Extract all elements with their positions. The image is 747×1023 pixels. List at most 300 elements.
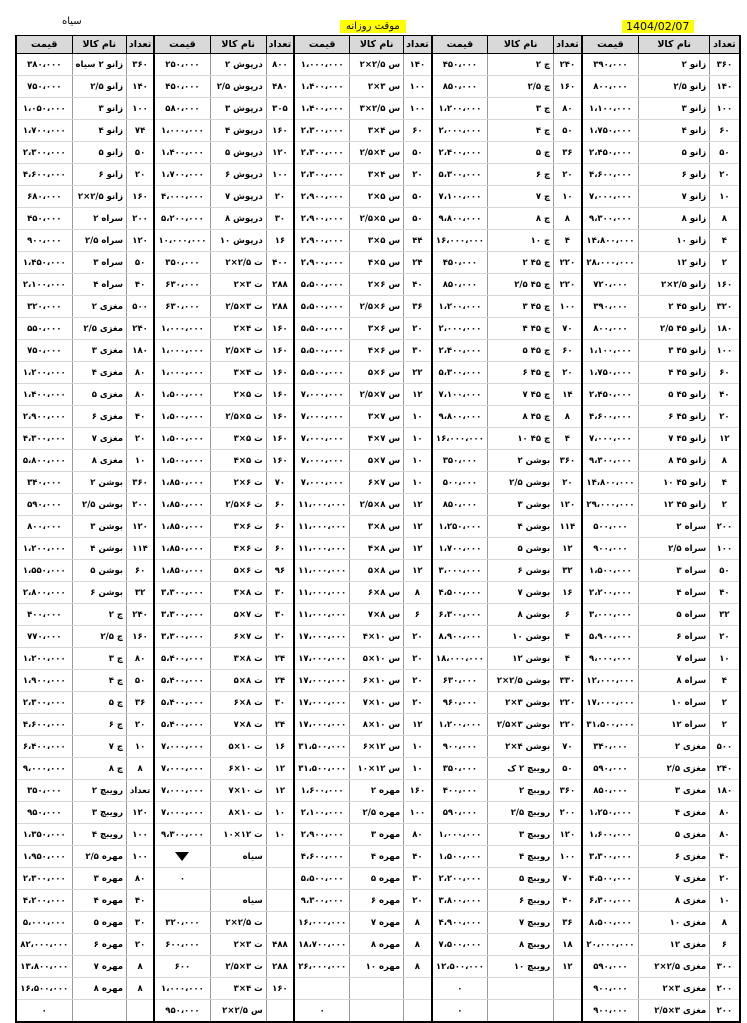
- cell-name: بوشن ۳×۲: [488, 692, 554, 714]
- cell-count: ۱۰۰: [127, 98, 155, 120]
- cell-name: درپوش ۲/۵: [210, 76, 266, 98]
- cell-name: بوشن ۵: [72, 560, 127, 582]
- cell-name: رویبچ ۷: [488, 912, 554, 934]
- cell-count: ۷۰: [554, 736, 582, 758]
- cell-name: رویبچ ۲: [72, 780, 127, 802]
- cell-price: ۹۰۰،۰۰۰: [432, 736, 488, 758]
- cell-count: ۲۴۰: [127, 604, 155, 626]
- cell-price: ۲۹،۰۰۰،۰۰۰: [582, 494, 639, 516]
- cell-name: س ۷×۴: [350, 428, 404, 450]
- cell-name: س ۸×۳: [350, 516, 404, 538]
- cell-count: ۱۲: [266, 780, 294, 802]
- table-row: [16, 648, 740, 670]
- cell-count: ۶: [710, 934, 740, 956]
- table-row: [16, 274, 740, 296]
- cell-count: ۱۶۰: [404, 780, 432, 802]
- cell-name: بوشن ۲/۵: [488, 472, 554, 494]
- cell-count: ۲۰: [554, 362, 582, 384]
- cell-count: ۱۰: [710, 890, 740, 912]
- header-row: [16, 36, 740, 54]
- cell-count: ۴۰: [127, 274, 155, 296]
- cell-count: ۱۰: [404, 450, 432, 472]
- cell-price: ۴،۲۰۰،۰۰۰: [16, 890, 72, 912]
- cell-price: ۱۱،۰۰۰،۰۰۰: [294, 516, 349, 538]
- cell-name: رویبچ ۵: [488, 868, 554, 890]
- cell-count: ۸: [404, 934, 432, 956]
- cell-price: ۲،۴۰۰،۰۰۰: [432, 142, 488, 164]
- cell-price: ۱،۷۵۰،۰۰۰: [582, 362, 639, 384]
- cell-price: ۸۵۰،۰۰۰: [432, 76, 488, 98]
- cell-price: ۱۶،۰۰۰،۰۰۰: [432, 230, 488, 252]
- cell-price: ۶،۴۰۰،۰۰۰: [16, 736, 72, 758]
- cell-name: زانو ۳: [72, 98, 127, 120]
- cell-count: ۷۰: [554, 318, 582, 340]
- cell-price: ۱،۰۰۰،۰۰۰: [154, 978, 210, 1000]
- cell-name: س ۷×۳: [350, 406, 404, 428]
- cell-count: ۱۸۰: [710, 318, 740, 340]
- cell-count: ۵۰: [404, 186, 432, 208]
- cell-name: درپوش ۴: [210, 120, 266, 142]
- cell-name: ت ۵×۳: [210, 428, 266, 450]
- cell-count: ۵۰: [710, 142, 740, 164]
- cell-name: مغزی ۶: [72, 406, 127, 428]
- col-header-name: نام کالا: [210, 36, 266, 54]
- table-row: [16, 186, 740, 208]
- cell-price: ۸،۵۰۰،۰۰۰: [582, 912, 639, 934]
- cell-price: ۷،۰۰۰،۰۰۰: [294, 384, 349, 406]
- cell-price: ۱،۲۰۰،۰۰۰: [432, 714, 488, 736]
- cell-name: زانو ۴۵ ۲: [639, 296, 710, 318]
- cell-name: زانو ۴۵ ۲/۵: [639, 318, 710, 340]
- cell-price: ۳۵۰،۰۰۰: [432, 758, 488, 780]
- cell-count: ۳۰: [404, 340, 432, 362]
- cell-count: ۲: [710, 494, 740, 516]
- table-row: [16, 978, 740, 1000]
- table-row: [16, 472, 740, 494]
- cell-count: ۸: [127, 956, 155, 978]
- cell-name: چ ۵: [488, 142, 554, 164]
- cell-name: سراه ۲/۵: [72, 230, 127, 252]
- cell-count: ۳۲: [127, 582, 155, 604]
- cell-price: ۲،۱۰۰،۰۰۰: [294, 802, 349, 824]
- cell-price: ۱۱،۰۰۰،۰۰۰: [294, 494, 349, 516]
- cell-price: ۱۸،۷۰۰،۰۰۰: [294, 934, 349, 956]
- cell-count: ۸: [710, 450, 740, 472]
- cell-count: ۸: [127, 978, 155, 1000]
- cell-price: ۲،۲۰۰،۰۰۰: [582, 582, 639, 604]
- cell-name: س ۵×۲/۵: [350, 208, 404, 230]
- cell-count: ۳۶۰: [554, 450, 582, 472]
- cell-count: ۱۰۰: [404, 802, 432, 824]
- cell-count: ۱۲: [404, 560, 432, 582]
- cell-count: ۳۶۰: [554, 780, 582, 802]
- cell-count: ۱۰۰: [127, 846, 155, 868]
- cell-price: ۷،۱۰۰،۰۰۰: [432, 384, 488, 406]
- cell-count: ۱۰۰: [127, 824, 155, 846]
- cell-count: ۲۴۰: [127, 318, 155, 340]
- cell-price: ۵۸۰،۰۰۰: [154, 98, 210, 120]
- cell-name: درپوش ۲: [210, 54, 266, 76]
- cell-price: ۱،۵۰۰،۰۰۰: [582, 560, 639, 582]
- table-row: [16, 604, 740, 626]
- cell-name: سراه ۱۲: [639, 714, 710, 736]
- cell-name: مغزی ۳×۲/۵: [639, 1000, 710, 1023]
- cell-name: مهره ۴: [72, 890, 127, 912]
- cell-name: زانو ۴۵ ۷: [639, 428, 710, 450]
- cell-count: ۲۰: [266, 626, 294, 648]
- cell-count: ۴: [710, 230, 740, 252]
- table-row: [16, 406, 740, 428]
- cell-count: ۳۶: [127, 692, 155, 714]
- cell-name: چ ۳: [72, 648, 127, 670]
- cell-price: ۱،۸۵۰،۰۰۰: [154, 472, 210, 494]
- cell-price: ۷،۰۰۰،۰۰۰: [582, 186, 639, 208]
- cell-count: ۸: [404, 912, 432, 934]
- cell-name: مهره ۵: [350, 868, 404, 890]
- cell-price: ۴،۹۰۰،۰۰۰: [432, 912, 488, 934]
- cell-count: ۲۰۰: [127, 208, 155, 230]
- cell-count: ۱۰: [404, 736, 432, 758]
- cell-price: ۱۷،۰۰۰،۰۰۰: [294, 692, 349, 714]
- cell-name: چ ۱۰: [488, 230, 554, 252]
- cell-price: [154, 890, 210, 912]
- cell-count: [404, 978, 432, 1000]
- cell-count: ۱۰: [127, 450, 155, 472]
- cell-name: چ ۸: [72, 758, 127, 780]
- cell-price: ۷،۰۰۰،۰۰۰: [294, 406, 349, 428]
- cell-name: مغزی ۲: [639, 736, 710, 758]
- cell-count: ۳۰: [127, 912, 155, 934]
- cell-price: ۱،۲۰۰،۰۰۰: [16, 648, 72, 670]
- cell-name: چ ۸: [488, 208, 554, 230]
- cell-count: ۱۲: [266, 758, 294, 780]
- cell-count: ۱۲: [554, 956, 582, 978]
- cell-name: بوشن ۸: [488, 604, 554, 626]
- cell-name: درپوش ۵: [210, 142, 266, 164]
- cell-name: رویبچ ۳: [488, 824, 554, 846]
- cell-count: ۱۰: [266, 824, 294, 846]
- cell-price: ۵،۵۰۰،۰۰۰: [294, 318, 349, 340]
- cell-count: ۱۲۰: [266, 142, 294, 164]
- cell-name: ت ۲/۵×۲: [210, 252, 266, 274]
- cell-count: ۱۲۰: [554, 494, 582, 516]
- table-row: [16, 846, 740, 868]
- cell-name: چ ۴۵ ۲/۵: [488, 274, 554, 296]
- cell-price: ۱،۵۰۰،۰۰۰: [154, 428, 210, 450]
- cell-name: رویبچ ۱۰: [488, 956, 554, 978]
- cell-count: ۱۶: [554, 582, 582, 604]
- cell-count: ۱۸۰: [127, 340, 155, 362]
- cell-name: بوشن ۳: [72, 516, 127, 538]
- cell-price: ۲،۹۰۰،۰۰۰: [16, 406, 72, 428]
- cell-name: ت ۱۰×۵: [210, 736, 266, 758]
- cell-count: ۸۰: [404, 824, 432, 846]
- cell-count: ۲۰: [404, 318, 432, 340]
- cell-count: ۶۰: [127, 560, 155, 582]
- cell-name: ت ۱۰×۶: [210, 758, 266, 780]
- cell-count: ۲۸۸: [266, 956, 294, 978]
- cell-name: س ۴×۲/۵: [350, 142, 404, 164]
- cell-count: ۳۶: [404, 296, 432, 318]
- cell-count: ۲۰: [127, 714, 155, 736]
- cell-price: ۲،۳۰۰،۰۰۰: [16, 868, 72, 890]
- cell-price: ۳۲۰،۰۰۰: [16, 296, 72, 318]
- cell-count: ۳۰: [266, 692, 294, 714]
- cell-price: ۴،۳۰۰،۰۰۰: [16, 428, 72, 450]
- cell-price: ۱۳،۸۰۰،۰۰۰: [16, 956, 72, 978]
- cell-price: ۶۰۰،۰۰۰: [154, 934, 210, 956]
- cell-name: چ ۲/۵: [72, 626, 127, 648]
- table-row: [16, 516, 740, 538]
- cell-name: بوشن ۵: [488, 538, 554, 560]
- cell-count: ۱۶۰: [266, 318, 294, 340]
- cell-name: مهره ۷: [72, 956, 127, 978]
- cell-price: ۷،۰۰۰،۰۰۰: [582, 428, 639, 450]
- cell-price: ۱،۲۵۰،۰۰۰: [432, 516, 488, 538]
- cell-count: ۴: [710, 472, 740, 494]
- cell-price: ۵۹۰،۰۰۰: [582, 956, 639, 978]
- cell-count: ۲۴۰: [554, 54, 582, 76]
- cell-price: ۴۵۰،۰۰۰: [16, 208, 72, 230]
- cell-count: ۲۰: [404, 890, 432, 912]
- cell-count: ۳۰: [404, 868, 432, 890]
- cell-name: ت ۸×۳: [210, 582, 266, 604]
- cell-price: ۸۰۰،۰۰۰: [582, 76, 639, 98]
- cell-name: ت ۵×۲: [210, 384, 266, 406]
- cell-count: ۸۰: [710, 802, 740, 824]
- cell-price: ۲۰،۰۰۰،۰۰۰: [582, 934, 639, 956]
- cell-name: س ۷×۵: [350, 450, 404, 472]
- cell-count: ۱۰: [710, 648, 740, 670]
- cell-price: ۵،۴۰۰،۰۰۰: [154, 670, 210, 692]
- cell-count: [266, 868, 294, 890]
- cell-name: رویبچ ۴: [72, 824, 127, 846]
- cell-name: س ۸×۵: [350, 560, 404, 582]
- cell-count: ۲۰: [127, 164, 155, 186]
- cell-count: ۲۴۰: [710, 758, 740, 780]
- cell-price: ۱۷،۰۰۰،۰۰۰: [582, 692, 639, 714]
- cell-name: مغزی ۴: [639, 802, 710, 824]
- cell-count: ۸۰: [127, 384, 155, 406]
- cell-price: ۲،۹۰۰،۰۰۰: [294, 208, 349, 230]
- cell-price: ۱،۲۰۰،۰۰۰: [432, 296, 488, 318]
- cell-name: س ۲/۵×۲: [210, 1000, 266, 1023]
- cell-price: ۲،۳۰۰،۰۰۰: [294, 120, 349, 142]
- cell-name: س ۳×۲: [350, 76, 404, 98]
- cell-price: ۱،۴۰۰،۰۰۰: [16, 384, 72, 406]
- cell-price: ۱،۹۰۰،۰۰۰: [16, 670, 72, 692]
- cell-price: ۲۸،۰۰۰،۰۰۰: [582, 252, 639, 274]
- cell-count: ۳۶۰: [127, 472, 155, 494]
- cell-price: ۵،۹۰۰،۰۰۰: [582, 626, 639, 648]
- cell-name: س ۴×۳: [350, 164, 404, 186]
- cell-name: س ۶×۲: [350, 274, 404, 296]
- cell-count: ۴: [710, 670, 740, 692]
- cell-name: مغزی ۵: [72, 384, 127, 406]
- cell-name: درپوش ۱۰: [210, 230, 266, 252]
- cell-name: زانو ۵: [72, 142, 127, 164]
- cell-count: ۱۴۰: [710, 76, 740, 98]
- cell-name: ت ۴×۲: [210, 318, 266, 340]
- cell-count: ۲۰۰: [710, 1000, 740, 1023]
- cell-name: ت ۶×۵: [210, 560, 266, 582]
- cell-name: مغزی ۳: [639, 780, 710, 802]
- cell-price: ۲،۹۰۰،۰۰۰: [294, 824, 349, 846]
- cell-price: ۶،۳۰۰،۰۰۰: [432, 604, 488, 626]
- cell-price: ۱،۲۰۰،۰۰۰: [16, 538, 72, 560]
- cell-price: ۴۵۰،۰۰۰: [432, 252, 488, 274]
- cell-name: رویبچ ۲: [488, 780, 554, 802]
- cell-name: سیاه: [210, 846, 266, 868]
- cell-name: مهره ۶: [350, 890, 404, 912]
- cell-count: ۲۲: [404, 362, 432, 384]
- cell-count: ۸: [127, 758, 155, 780]
- cell-price: ۸۰۰،۰۰۰: [582, 318, 639, 340]
- cell-name: ت ۸×۵: [210, 670, 266, 692]
- cell-name: چ ۴: [72, 670, 127, 692]
- cell-name: زانو ۴۵ ۱۰: [639, 472, 710, 494]
- cell-name: مغزی ۲/۵×۲: [639, 956, 710, 978]
- cell-count: ۲: [710, 714, 740, 736]
- cell-price: ۱،۵۰۰،۰۰۰: [432, 846, 488, 868]
- table-row: [16, 164, 740, 186]
- table-row: [16, 538, 740, 560]
- cell-name: س ۵×۲: [350, 186, 404, 208]
- cell-name: س ۱۰×۵: [350, 648, 404, 670]
- cell-count: ۱۶۰: [266, 340, 294, 362]
- cell-price: ۱،۶۰۰،۰۰۰: [582, 824, 639, 846]
- cell-price: ۷،۱۰۰،۰۰۰: [432, 186, 488, 208]
- cell-count: ۸۰۰: [266, 54, 294, 76]
- cell-name: چ ۴۵ ۱۰: [488, 428, 554, 450]
- cell-name: چ ۴: [488, 120, 554, 142]
- cell-count: ۴۰: [554, 890, 582, 912]
- cell-count: ۱۰: [710, 186, 740, 208]
- table-row: [16, 450, 740, 472]
- cell-name: زانو ۴۵ ۳: [639, 340, 710, 362]
- cell-count: ۱۶: [266, 230, 294, 252]
- cell-name: سیاه: [210, 890, 266, 912]
- cell-count: ۵۰: [554, 758, 582, 780]
- cell-name: مهره ۶: [72, 934, 127, 956]
- cell-count: ۸۰: [127, 648, 155, 670]
- cell-name: بوشن ۲: [72, 472, 127, 494]
- cell-name: س ۲/۵×۳: [350, 98, 404, 120]
- cell-price: ۵،۵۰۰،۰۰۰: [294, 340, 349, 362]
- cell-price: ۷۷۰،۰۰۰: [16, 626, 72, 648]
- cell-price: ۰: [294, 1000, 349, 1023]
- cell-name: مغزی ۳×۲: [639, 978, 710, 1000]
- cell-name: چ ۶: [72, 714, 127, 736]
- col-header-name: نام کالا: [350, 36, 404, 54]
- cell-name: ت ۱۰×۷: [210, 780, 266, 802]
- cell-count: ۵۰: [127, 670, 155, 692]
- cell-count: ۶: [404, 604, 432, 626]
- cell-count: [404, 1000, 432, 1023]
- cell-count: ۱۰۰: [266, 164, 294, 186]
- cell-count: ۶۰: [710, 362, 740, 384]
- cell-price: ۹،۰۰۰،۰۰۰: [582, 648, 639, 670]
- cell-price: ۲،۳۰۰،۰۰۰: [16, 142, 72, 164]
- table-row: [16, 802, 740, 824]
- cell-price: ۳۵۰،۰۰۰: [432, 450, 488, 472]
- cell-name: ت ۳×۲: [210, 274, 266, 296]
- cell-price: ۴،۶۰۰،۰۰۰: [16, 164, 72, 186]
- sheet-label-left: سیاه: [62, 16, 82, 27]
- cell-price: ۳۴۰،۰۰۰: [582, 736, 639, 758]
- cell-name: مهره ۲/۵: [350, 802, 404, 824]
- cell-name: زانو ۵: [639, 142, 710, 164]
- table-row: [16, 296, 740, 318]
- cell-count: ۲۲۰: [554, 252, 582, 274]
- cell-count: [554, 1000, 582, 1023]
- cell-name: رویبچ ۴: [488, 846, 554, 868]
- cell-name: بوشن ۴: [72, 538, 127, 560]
- cell-name: چ ۴۵ ۳: [488, 296, 554, 318]
- col-header-count: تعداد: [127, 36, 155, 54]
- cell-count: ۷۴: [127, 120, 155, 142]
- cell-name: درپوش ۷: [210, 186, 266, 208]
- cell-price: ۴۰۰،۰۰۰: [432, 780, 488, 802]
- cell-price: ۱،۷۰۰،۰۰۰: [154, 164, 210, 186]
- cell-price: ۱،۴۰۰،۰۰۰: [154, 142, 210, 164]
- cell-name: مغزی ۵: [639, 824, 710, 846]
- cell-count: ۲۰: [404, 648, 432, 670]
- table-row: [16, 1000, 740, 1023]
- cell-price: ۱۷،۰۰۰،۰۰۰: [294, 714, 349, 736]
- cell-count: ۲۲۰: [554, 692, 582, 714]
- cell-price: ۲،۰۰۰،۰۰۰: [432, 318, 488, 340]
- sheet-header: [0, 0, 747, 36]
- cell-count: ۱۶۰: [127, 626, 155, 648]
- cell-count: ۲۰۰: [127, 494, 155, 516]
- cell-name: س ۱۲×۱۰: [350, 758, 404, 780]
- cell-name: [488, 1000, 554, 1023]
- cell-price: ۱۱،۰۰۰،۰۰۰: [294, 538, 349, 560]
- cell-name: س ۸×۷: [350, 604, 404, 626]
- table-row: [16, 714, 740, 736]
- cell-price: ۷۵۰،۰۰۰: [16, 340, 72, 362]
- cell-price: ۵،۴۰۰،۰۰۰: [154, 714, 210, 736]
- cell-price: ۹،۳۰۰،۰۰۰: [582, 208, 639, 230]
- cell-price: ۹۰۰،۰۰۰: [582, 1000, 639, 1023]
- cell-name: چ ۲/۵: [488, 76, 554, 98]
- cell-count: ۳۰: [266, 582, 294, 604]
- cell-count: ۲۰: [127, 934, 155, 956]
- cell-name: ت ۳×۲/۵: [210, 956, 266, 978]
- cell-name: بوشن ۳×۲/۵: [488, 714, 554, 736]
- cell-name: سراه ۸: [639, 670, 710, 692]
- col-header-price: قیمت: [432, 36, 488, 54]
- cell-price: ۷۲۰،۰۰۰: [582, 274, 639, 296]
- cell-name: مهره ۳: [350, 824, 404, 846]
- table-row: [16, 76, 740, 98]
- cell-price: ۵۹۰،۰۰۰: [582, 758, 639, 780]
- cell-price: ۱،۴۵۰،۰۰۰: [16, 252, 72, 274]
- cell-name: بوشن ۱۰: [488, 626, 554, 648]
- cell-name: مهره ۲: [350, 780, 404, 802]
- cell-name: ت ۶×۴: [210, 538, 266, 560]
- cell-price: ۲،۹۰۰،۰۰۰: [294, 230, 349, 252]
- cell-price: ۲،۳۰۰،۰۰۰: [294, 142, 349, 164]
- cell-name: [350, 978, 404, 1000]
- cell-count: ۱۸: [554, 934, 582, 956]
- table-row: [16, 780, 740, 802]
- cell-name: زانو ۱۰: [639, 230, 710, 252]
- cell-name: سراه ۳: [72, 252, 127, 274]
- cell-name: س ۵×۴: [350, 252, 404, 274]
- cell-name: ت ۵×۲/۵: [210, 406, 266, 428]
